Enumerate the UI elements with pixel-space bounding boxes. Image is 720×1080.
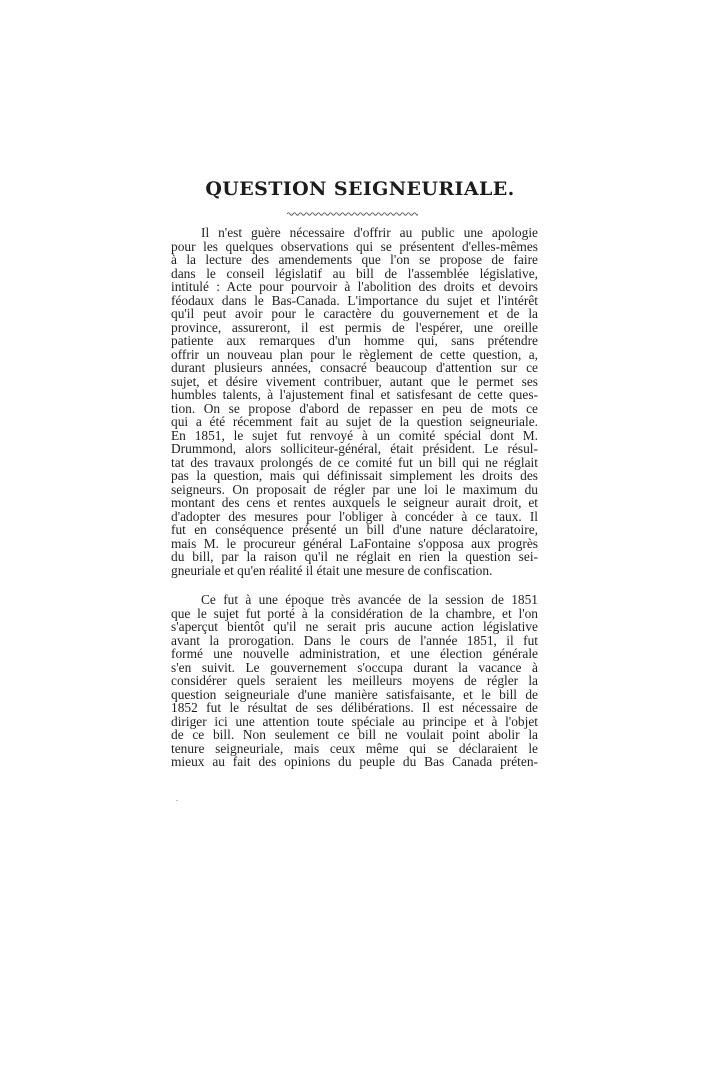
text-line: mais M. le procureur général LaFontaine s'opposa aux progrès: [171, 535, 538, 551]
text-line: humbles talents, à l'ajustement final et satisfesant de cette ques-: [171, 387, 538, 402]
paragraph-2: [171, 593, 538, 769]
text-line: 1852 fut le résultat de ses délibérations. Il est nécessaire de: [171, 700, 538, 715]
text-line: Il n'est guère nécessaire d'offrir au public une apologie: [201, 225, 538, 240]
text-line: s'en suivit. Le gouvernement s'occupa durant la vacance à: [171, 659, 538, 675]
page-title: QUESTION SEIGNEURIALE.: [205, 178, 515, 200]
text-line: qui a été récemment fait au sujet de la question seigneuriale.: [171, 414, 538, 429]
text-line: intitulé : Acte pour pourvoir à l'abolition des droits et devoirs: [171, 279, 538, 294]
text-line: mieux au fait des opinions du peuple du Bas Canada préten-: [171, 754, 538, 769]
text-line: question seigneuriale d'une manière satisfaisante, et le bill de: [171, 686, 538, 702]
text-line: En 1851, le sujet fut renvoyé à un comité spécial dont M.: [171, 427, 538, 443]
text-line: tion. On se propose d'abord de repasser en peu de mots ce: [171, 400, 538, 416]
paragraph-1: [171, 226, 538, 577]
text-line: patiente aux remarques d'un homme qui, sans prétendre: [171, 333, 538, 348]
text-line: province, assureront, il est permis de l'espérer, une oreille: [171, 319, 538, 335]
text-line: seigneurs. On proposait de régler par une loi le maximum du: [171, 481, 538, 497]
text-line: féodaux dans le Bas-Canada. L'importance du sujet et l'intérêt: [171, 292, 538, 308]
text-line: Drummond, alors solliciteur-général, était président. Le résul-: [171, 441, 538, 456]
text-line: sujet, et désire vivement contribuer, autant que le permet ses: [171, 373, 538, 389]
text-line: formé une nouvelle administration, et une élection générale: [171, 646, 538, 661]
text-line: gneuriale et qu'en réalité il était une mesure de confiscation.: [171, 562, 493, 578]
text-line: d'adopter des mesures pour l'obliger à concéder à ce taux. Il: [171, 508, 538, 524]
text-line: considérer quels seraient les meilleurs moyens de régler la: [171, 673, 538, 688]
text-line: Ce fut à une époque très avancée de la session de 1851: [201, 592, 538, 607]
text-line: que le sujet fut porté à la considération de la chambre, et l'on: [171, 605, 538, 621]
text-line: offrir un nouveau plan pour le règlement de cette question, a,: [171, 346, 538, 362]
text-line: avant la prorogation. Dans le cours de l'année 1851, il fut: [171, 632, 538, 648]
text-line: fut en conséquence présenté un bill d'une nature déclaratoire,: [171, 522, 538, 537]
text-line: qu'il peut avoir pour le caractère du gouvernement et de la: [171, 306, 538, 321]
text-line: dans le conseil législatif au bill de l'assemblée législative,: [171, 265, 538, 281]
text-line: tat des travaux prolongés de ce comité fut un bill qui ne réglait: [171, 454, 538, 470]
text-line: montant des cens et rentes auxquels le seigneur aurait droit, et: [171, 495, 538, 510]
text-line: s'aperçut bientôt qu'il ne serait pris aucune action législative: [171, 619, 538, 634]
text-line: pour les quelques observations qui se présentent d'elles-mêmes: [171, 238, 538, 254]
text-line: de ce bill. Non seulement ce bill ne voulait point abolir la: [171, 727, 538, 742]
text-line: à la lecture des amendements que l'on se propose de faire: [171, 252, 538, 267]
text-line: durant plusieurs années, consacré beaucoup d'attention sur ce: [171, 360, 538, 375]
text-line: du bill, par la raison qu'il ne réglait en rien la question sei-: [171, 549, 538, 564]
decorative-wavy-rule: [287, 211, 418, 217]
text-line: tenure seigneuriale, mais ceux même qui se déclaraient le: [171, 740, 538, 756]
text-line: diriger ici une attention toute spéciale au principe et à l'objet: [171, 713, 538, 729]
text-line: pas la question, mais qui définissait simplement les droits des: [171, 468, 538, 483]
paper-speck: [176, 800, 178, 801]
